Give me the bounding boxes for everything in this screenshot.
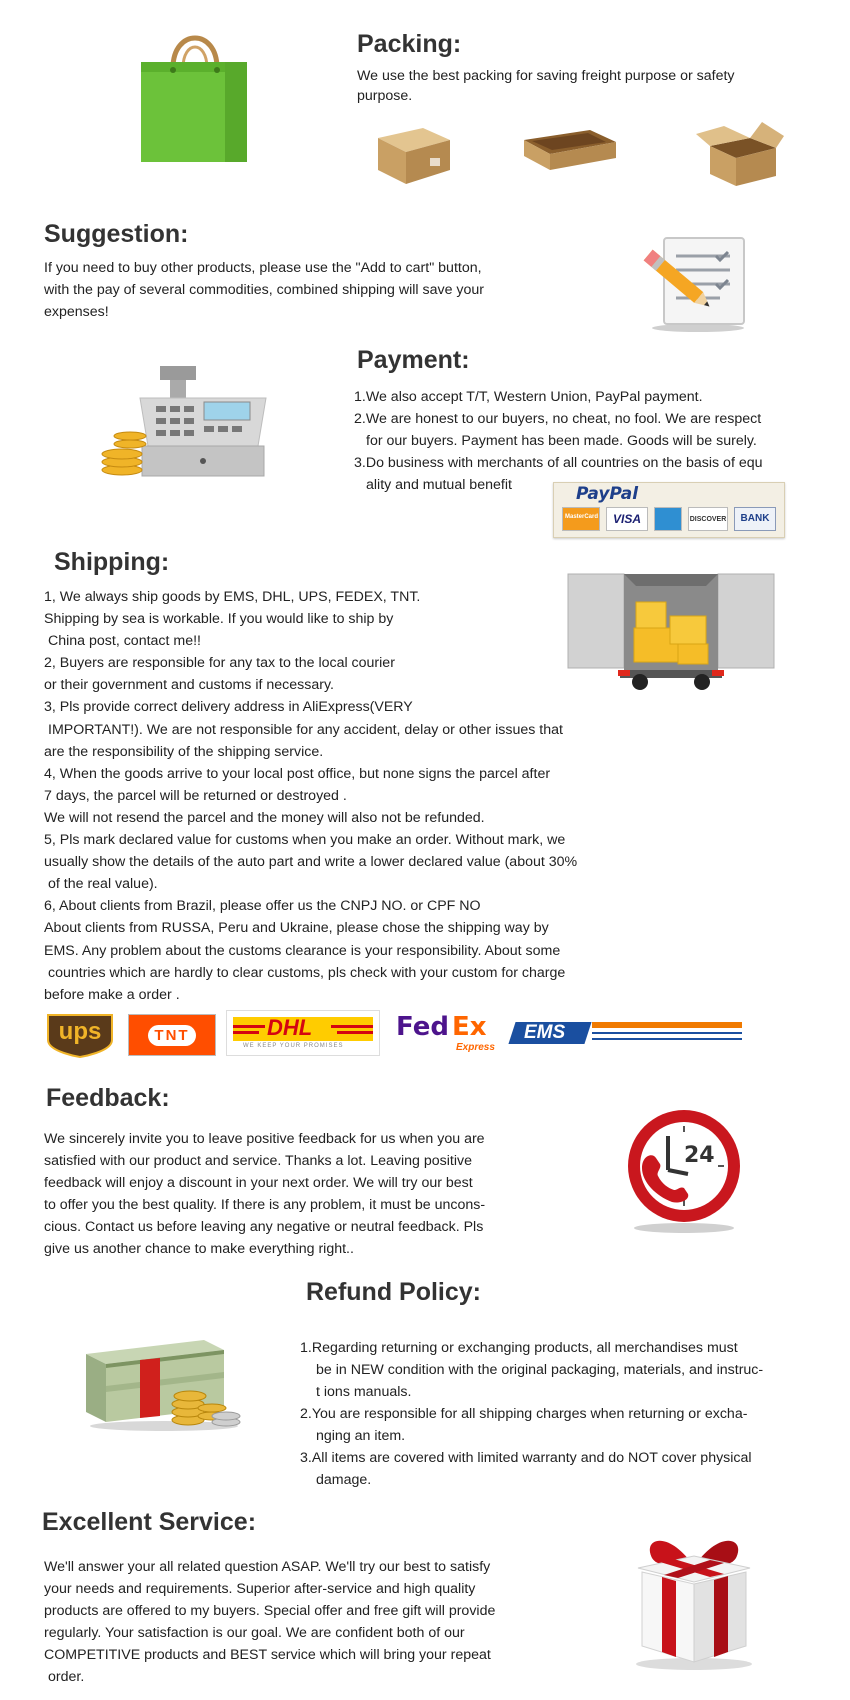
- open-box-icon: [690, 118, 788, 190]
- refund-title: Refund Policy:: [306, 1278, 482, 1306]
- shipping-title: Shipping:: [54, 548, 170, 576]
- bank-logo: BANK: [734, 507, 776, 531]
- payment-title: Payment:: [357, 346, 470, 374]
- service-title: Excellent Service:: [42, 1508, 257, 1536]
- shopping-bag-icon: [135, 18, 255, 166]
- ems-logo: EMS: [512, 1020, 742, 1048]
- discover-logo: DISCOVER: [688, 507, 728, 531]
- cash-register-icon: [100, 362, 268, 480]
- payment-methods-banner: [553, 482, 785, 538]
- paypal-logo: PayPal: [576, 484, 639, 504]
- packing-title: Packing:: [357, 30, 462, 58]
- ups-logo: ups: [58, 1018, 102, 1045]
- service-text: We'll answer your all related question ASAP. We'll try our best to satisfy your needs and requirements. Superior after-service and high quality products are offered to my buyers. Special offer and free gift will provide regularly. Your satisfaction is our goal. We are confident both of our COMPETITIVE products and BEST service which will bring your repeat order.: [44, 1559, 496, 1685]
- tnt-logo: TNT: [128, 1014, 216, 1056]
- document-pencil-icon: [620, 232, 750, 334]
- visa-logo: VISA: [606, 507, 648, 531]
- mastercard-logo: MasterCard: [562, 507, 600, 531]
- feedback-title: Feedback:: [46, 1084, 170, 1112]
- tray-box-icon: [520, 126, 618, 176]
- clock-24-icon: [616, 1106, 754, 1234]
- gift-box-icon: [618, 1524, 768, 1674]
- feedback-text: We sincerely invite you to leave positive feedback for us when you are satisfied with our product and service. Thanks a lot. Leaving positive feedback will enjoy a discount in your next order. We will try our best to offer you the best quality. If there is any problem, it must be uncons- cious. Contact us before leaving any negative or neutral feedback. Pls give us another chance to make everything right..: [44, 1131, 486, 1257]
- fedex-logo: Fed Ex Express: [396, 1012, 495, 1053]
- delivery-truck-icon: [566, 572, 778, 692]
- packing-text: We use the best packing for saving freight purpose or safety purpose.: [357, 68, 735, 104]
- closed-box-icon: [368, 118, 458, 188]
- refund-text: 1.Regarding returning or exchanging products, all merchandises must be in NEW condition with the original packaging, materials, and instruc- t ions manuals. 2.You are responsible for all shipping charges when returning or excha- nging an item. 3.All items are covered with limited warranty and do NOT cover physical damage.: [300, 1340, 764, 1488]
- clock-24-label: 24: [684, 1143, 715, 1168]
- payment-text: 1.We also accept T/T, Western Union, PayPal payment. 2.We are honest to our buyers, no cheat, no fool. We are respect for our buyers. Payment has been made. Goods will be surely. 3.Do business with merchants of all countries on the basis of equ ality and mutual benefit: [354, 389, 763, 493]
- amex-logo: [654, 507, 682, 531]
- suggestion-title: Suggestion:: [44, 220, 189, 248]
- shipping-text: 1, We always ship goods by EMS, DHL, UPS, FEDEX, TNT. Shipping by sea is workable. If you would like to ship by China post, contact me!! 2, Buyers are responsible for any tax to the local courier or their government and customs if necessary. 3, Pls provide correct delivery address in AliExpress(VERY IMPORTANT!). We are not responsible for any accident, delay or other issues that are the responsibility of the shipping service. 4, When the goods arrive to your local post office, but none signs the parcel after 7 days, the parcel will be returned or destroyed . We will not resend the parcel and the money will also not be refunded. 5, Pls mark declared value for customs when you make an order. Without mark, we usually show the details of the auto part and write a lower declared value (about 30% of the real value). 6, About clients from Brazil, please offer us the CNPJ NO. or CPF NO About clients from RUSSA, Peru and Ukraine, please chose the shipping way by EMS. Any problem about the customs clearance is your responsibility. About some countries which are hardly to clear customs, pls check with your custom for charge before make a order .: [44, 589, 578, 1003]
- money-stack-icon: [84, 1336, 244, 1432]
- suggestion-text: If you need to buy other products, please use the "Add to cart" button, with the pay of several commodities, combined shipping will save your expenses!: [44, 260, 485, 320]
- dhl-logo: DHL WE KEEP YOUR PROMISES: [226, 1010, 380, 1056]
